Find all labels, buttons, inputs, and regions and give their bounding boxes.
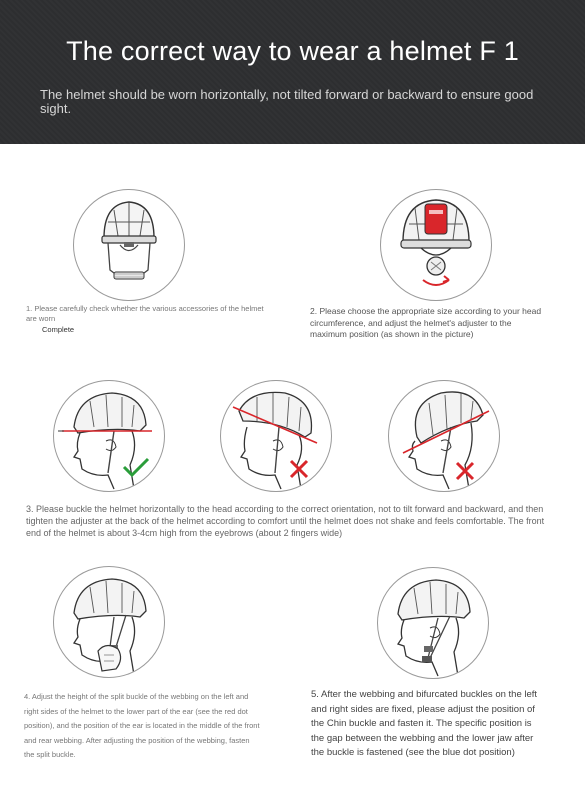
head-chin-buckle-icon [378, 568, 488, 678]
helmet-front-icon [74, 190, 184, 300]
step1-complete-label: Complete [42, 325, 75, 334]
head-profile-forward-tilt-icon [221, 381, 331, 491]
step3-backward-tilt-illustration [388, 380, 500, 492]
step4-caption: 4. Adjust the height of the split buckle of the webbing on the left and right sides of the helmet to the lower part of the ear (see the red dot position), and the position of the ear is located in the middle of the front and rear webbing. After adjusting the position of the webbing, fasten the split buckle. [24, 692, 260, 759]
step3-forward-tilt-illustration [220, 380, 332, 492]
step5-chin-buckle-illustration [377, 567, 489, 679]
step3-caption: 3. Please buckle the helmet horizontally to the head according to the correct orientation, not to tilt forward and backward, and then tighten the adjuster at the back of the helmet according to comfort until the helmet does not shake and feels comfortable. The front end of the helmet is about 3-4cm high from the eyebrows (about 2 fingers wide) [26, 504, 545, 538]
page-title: The correct way to wear a helmet F 1 [66, 36, 519, 66]
helmet-rear-adjuster-icon [381, 190, 491, 300]
step1-caption: 1. Please carefully check whether the various accessories of the helmet are worn [26, 304, 264, 323]
step2-caption: 2. Please choose the appropriate size according to your head circumference, and adjust the helmet's adjuster to the maximum position (as shown in the picture) [310, 306, 542, 339]
head-adjusting-buckle-icon [54, 567, 164, 677]
step3-correct-position-illustration [53, 380, 165, 492]
head-profile-correct-icon [54, 381, 164, 491]
page-subtitle: The helmet should be worn horizontally, not tilted forward or backward to ensure good sight. [40, 87, 534, 116]
checkmark-icon [124, 459, 148, 475]
step1-helmet-front-illustration [73, 189, 185, 301]
head-profile-backward-tilt-icon [389, 381, 499, 491]
step2-helmet-rear-illustration [380, 189, 492, 301]
step4-split-buckle-illustration [53, 566, 165, 678]
header-banner [0, 0, 585, 144]
step5-caption: 5. After the webbing and bifurcated buckles on the left and right sides are fixed, please adjust the position of the Chin buckle and fasten it. The specific position is the gap between the webbing and the lower jaw after the buckle is fastened (see the blue dot position) [311, 689, 538, 758]
